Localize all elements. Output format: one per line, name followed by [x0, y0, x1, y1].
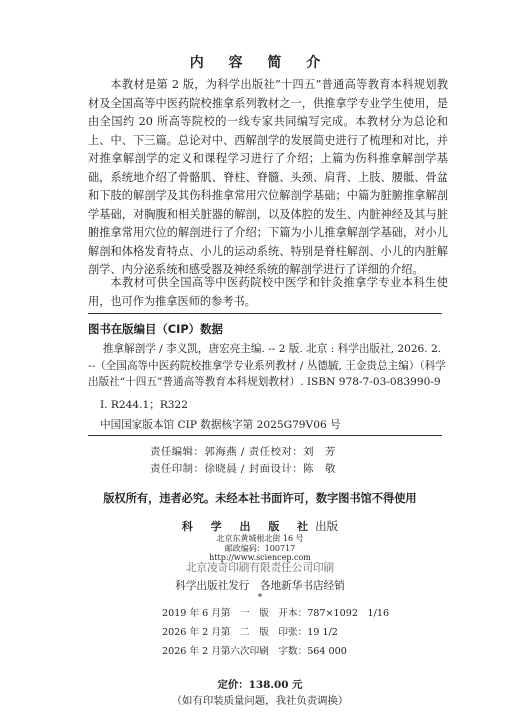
publisher-logo-text: 科 学 出 版 社: [181, 520, 316, 533]
publisher-name: [0, 518, 520, 534]
editors-line-2: 责任印制：徐晓晨 / 封面设计：陈 敬: [150, 463, 336, 475]
classification-numbers: Ⅰ. R244.1；R322: [100, 399, 189, 411]
publisher-website: http://www.sciencep.com: [209, 553, 311, 562]
intro-paragraph-1: 本教材是第 2 版，为科学出版社“十四五”普通高等教育本科规划教材及全国高等中医药院校推拿系列教材之一，供推拿学专业学生使用，是由全国约 20 所高等院校的一线专家共同编写完成。本教材分为总论和上、中、下三篇。总论对中、西解剖学的发展简史进行了梳理和对比，并对推拿解剖学的定义和课程学习进行了介绍；上篇为伤科推拿解剖学基础，系统地介绍了骨骼肌、脊柱、脊髓、头颈、肩背、上肢、腰骶、骨盆和下肢的解剖学及其伤科推拿常用穴位解剖学基础；中篇为脏腑推拿解剖学基础，对胸腹和相关脏器的解剖，以及体腔的发生、内脏神经及其与脏腑推拿常用穴位的解剖进行了介绍；下篇为小儿推拿解剖学基础，对小儿解剖和体格发育特点、小儿的运动系统、特别是脊柱解剖、小儿的内脏解剖学、内分泌系统和感受器及神经系统的解剖学进行了详细的介绍。: [88, 78, 448, 276]
publisher-address: 北京东黄城根北街 16 号: [216, 534, 304, 543]
top-divider: [88, 313, 442, 314]
publisher-postal-code: 邮政编码：100717: [224, 544, 296, 553]
cip-data-number: 中国国家版本馆 CIP 数据核字第 2025G79V06 号: [100, 419, 341, 431]
printer-line: 北京凌奇印刷有限责任公司印刷: [185, 562, 335, 574]
quality-notice: （如有印装质量问题，我社负责调换）: [171, 695, 349, 707]
price: 定价：138.00 元: [217, 679, 303, 691]
publisher-suffix: 出版: [315, 519, 339, 533]
cip-record: 推拿解剖学 / 李义凯，唐宏亮主编. -- 2 版. 北京 : 科学出版社, 2026. 2. --（全国高等中医药院校推拿学专业系列教材 / 丛德毓, 王金贵总主编）（科学出版社“十四五”普通高等教育本科规划教材）. ISBN 978-7-03-083990-9: [88, 343, 446, 388]
edition-row-1: 2019 年 6 月第 一 版 开本：787×1092 1/16: [162, 608, 390, 619]
edition-row-2: 2026 年 2 月第 二 版 印张：19 1/2: [162, 627, 338, 638]
rights-notice: 版权所有，违者必究。未经本社书面许可，数字图书馆不得使用: [103, 492, 417, 505]
bottom-divider: [88, 435, 442, 436]
editors-line-1: 责任编辑：郭海燕 / 责任校对：刘 芳: [150, 446, 336, 458]
intro-paragraph-2: 本教材可供全国高等中医药院校中医学和针灸推拿学专业本科生使用，也可作为推拿医师的参考书。: [88, 276, 448, 308]
edition-row-3: 2026 年 2 月第六次印刷 字数：564 000: [162, 646, 347, 657]
page-title: 内 容 简 介: [189, 55, 331, 71]
cip-heading: 图书在版编目（CIP）数据: [88, 322, 223, 336]
separator-star: *: [257, 593, 263, 603]
distribution-line: 科学出版社发行 各地新华书店经销: [175, 580, 345, 592]
